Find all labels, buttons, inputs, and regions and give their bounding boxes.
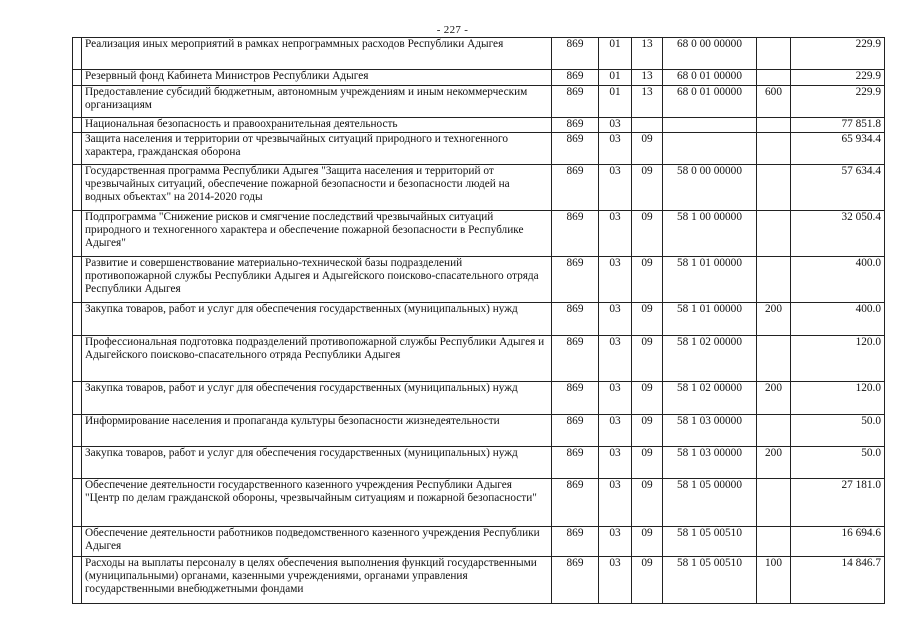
row-name: Реализация иных мероприятий в рамках непрограммных расходов Республики Адыгея — [82, 38, 552, 70]
row-name: Резервный фонд Кабинета Министров Республики Адыгея — [82, 70, 552, 86]
row-subsection — [632, 118, 663, 133]
row-section: 03 — [599, 557, 632, 604]
row-target-article: 58 0 00 00000 — [663, 165, 757, 211]
row-code: 869 — [552, 447, 599, 479]
row-target-article: 58 1 01 00000 — [663, 303, 757, 336]
table-row — [73, 527, 885, 557]
row-name: Обеспечение деятельности государственного казенного учреждения Республики Адыгея "Центр по делам гражданской обороны, чрезвычайным ситуациям и пожарной безопасности" — [82, 479, 552, 527]
row-sum: 229.9 — [791, 70, 885, 86]
row-expense-type — [757, 479, 791, 527]
row-margin-cell — [73, 557, 82, 604]
budget-table-body — [73, 38, 885, 604]
row-name: Закупка товаров, работ и услуг для обеспечения государственных (муниципальных) нужд — [82, 303, 552, 336]
page-number: - 227 - — [436, 24, 469, 36]
table-row — [73, 382, 885, 415]
row-name: Обеспечение деятельности работников подведомственного казенного учреждения Республики Адыгея — [82, 527, 552, 557]
row-expense-type: 600 — [757, 86, 791, 118]
table-row — [73, 336, 885, 382]
row-section: 03 — [599, 165, 632, 211]
table-row — [73, 133, 885, 165]
row-name: Подпрограмма "Снижение рисков и смягчение последствий чрезвычайных ситуаций природного и техногенного характера и обеспечение пожарной безопасности в Республике Адыгея" — [82, 211, 552, 257]
row-target-article: 68 0 01 00000 — [663, 86, 757, 118]
budget-table — [72, 37, 885, 604]
row-margin-cell — [73, 118, 82, 133]
row-expense-type — [757, 70, 791, 86]
row-section: 03 — [599, 336, 632, 382]
row-margin-cell — [73, 382, 82, 415]
row-sum: 32 050.4 — [791, 211, 885, 257]
row-sum: 65 934.4 — [791, 133, 885, 165]
row-code: 869 — [552, 527, 599, 557]
row-margin-cell — [73, 165, 82, 211]
row-name: Информирование населения и пропаганда культуры безопасности жизнедеятельности — [82, 415, 552, 447]
row-expense-type: 100 — [757, 557, 791, 604]
row-target-article — [663, 133, 757, 165]
row-name: Развитие и совершенствование материально-технической базы подразделений противопожарной службы Республики Адыгея и Адыгейского поисково-спасательного отряда Республики Адыгея — [82, 257, 552, 303]
row-target-article: 58 1 02 00000 — [663, 382, 757, 415]
row-margin-cell — [73, 133, 82, 165]
row-subsection: 09 — [632, 165, 663, 211]
row-target-article: 58 1 05 00000 — [663, 479, 757, 527]
row-name: Профессиональная подготовка подразделений противопожарной службы Республики Адыгея и Адыгейского поисково-спасательного отряда Республики Адыгея — [82, 336, 552, 382]
row-code: 869 — [552, 415, 599, 447]
row-section: 03 — [599, 415, 632, 447]
row-target-article: 58 1 02 00000 — [663, 336, 757, 382]
row-code: 869 — [552, 70, 599, 86]
row-subsection: 13 — [632, 86, 663, 118]
row-margin-cell — [73, 447, 82, 479]
row-target-article: 58 1 05 00510 — [663, 557, 757, 604]
row-sum: 400.0 — [791, 303, 885, 336]
row-sum: 120.0 — [791, 382, 885, 415]
row-subsection: 13 — [632, 38, 663, 70]
row-subsection: 09 — [632, 336, 663, 382]
row-margin-cell — [73, 211, 82, 257]
table-row — [73, 118, 885, 133]
table-row — [73, 557, 885, 604]
row-name: Предоставление субсидий бюджетным, автономным учреждениям и иным некоммерческим организациям — [82, 86, 552, 118]
row-sum: 27 181.0 — [791, 479, 885, 527]
row-sum: 50.0 — [791, 447, 885, 479]
row-expense-type — [757, 165, 791, 211]
table-row — [73, 38, 885, 70]
table-row — [73, 211, 885, 257]
row-code: 869 — [552, 336, 599, 382]
row-section: 03 — [599, 303, 632, 336]
row-target-article: 58 1 03 00000 — [663, 415, 757, 447]
row-sum: 400.0 — [791, 257, 885, 303]
row-target-article: 58 1 00 00000 — [663, 211, 757, 257]
row-sum: 57 634.4 — [791, 165, 885, 211]
table-row — [73, 257, 885, 303]
row-subsection: 09 — [632, 479, 663, 527]
row-expense-type — [757, 527, 791, 557]
row-section: 01 — [599, 86, 632, 118]
row-section: 03 — [599, 447, 632, 479]
row-expense-type: 200 — [757, 447, 791, 479]
row-section: 03 — [599, 133, 632, 165]
row-target-article: 68 0 01 00000 — [663, 70, 757, 86]
row-subsection: 09 — [632, 133, 663, 165]
row-expense-type — [757, 133, 791, 165]
table-row — [73, 415, 885, 447]
row-target-article: 58 1 05 00510 — [663, 527, 757, 557]
row-section: 03 — [599, 211, 632, 257]
row-margin-cell — [73, 527, 82, 557]
row-target-article — [663, 118, 757, 133]
row-sum: 229.9 — [791, 86, 885, 118]
row-code: 869 — [552, 382, 599, 415]
row-margin-cell — [73, 70, 82, 86]
row-sum: 14 846.7 — [791, 557, 885, 604]
row-expense-type — [757, 38, 791, 70]
row-margin-cell — [73, 86, 82, 118]
row-expense-type — [757, 211, 791, 257]
row-section: 03 — [599, 382, 632, 415]
row-subsection: 09 — [632, 303, 663, 336]
row-section: 03 — [599, 479, 632, 527]
row-target-article: 58 1 01 00000 — [663, 257, 757, 303]
row-target-article: 68 0 00 00000 — [663, 38, 757, 70]
table-row — [73, 70, 885, 86]
table-row — [73, 86, 885, 118]
row-subsection: 09 — [632, 211, 663, 257]
row-subsection: 13 — [632, 70, 663, 86]
row-margin-cell — [73, 257, 82, 303]
row-name: Государственная программа Республики Адыгея "Защита населения и территорий от чрезвычайных ситуаций, обеспечение пожарной безопасности и безопасности людей на водных объектах" на 2014-2020 годы — [82, 165, 552, 211]
row-subsection: 09 — [632, 382, 663, 415]
row-expense-type: 200 — [757, 382, 791, 415]
row-code: 869 — [552, 165, 599, 211]
row-sum: 50.0 — [791, 415, 885, 447]
row-name: Расходы на выплаты персоналу в целях обеспечения выполнения функций государственными (муниципальными) органами, казенными учреждениями, органами управления государственными внебюджетными фондами — [82, 557, 552, 604]
table-row — [73, 447, 885, 479]
row-section: 03 — [599, 118, 632, 133]
row-code: 869 — [552, 86, 599, 118]
row-margin-cell — [73, 303, 82, 336]
row-subsection: 09 — [632, 527, 663, 557]
row-subsection: 09 — [632, 557, 663, 604]
row-expense-type — [757, 336, 791, 382]
row-code: 869 — [552, 38, 599, 70]
row-expense-type — [757, 118, 791, 133]
row-section: 01 — [599, 38, 632, 70]
row-sum: 229.9 — [791, 38, 885, 70]
row-expense-type — [757, 415, 791, 447]
row-margin-cell — [73, 415, 82, 447]
row-margin-cell — [73, 38, 82, 70]
row-name: Защита населения и территории от чрезвычайных ситуаций природного и техногенного характера, гражданская оборона — [82, 133, 552, 165]
row-subsection: 09 — [632, 447, 663, 479]
row-name: Национальная безопасность и правоохранительная деятельность — [82, 118, 552, 133]
row-sum: 77 851.8 — [791, 118, 885, 133]
row-code: 869 — [552, 303, 599, 336]
row-code: 869 — [552, 211, 599, 257]
row-code: 869 — [552, 479, 599, 527]
row-section: 03 — [599, 257, 632, 303]
row-section: 03 — [599, 527, 632, 557]
row-code: 869 — [552, 257, 599, 303]
row-sum: 120.0 — [791, 336, 885, 382]
row-margin-cell — [73, 479, 82, 527]
row-code: 869 — [552, 118, 599, 133]
row-subsection: 09 — [632, 257, 663, 303]
row-margin-cell — [73, 336, 82, 382]
row-sum: 16 694.6 — [791, 527, 885, 557]
table-row — [73, 165, 885, 211]
table-row — [73, 479, 885, 527]
row-expense-type: 200 — [757, 303, 791, 336]
row-target-article: 58 1 03 00000 — [663, 447, 757, 479]
row-subsection: 09 — [632, 415, 663, 447]
row-section: 01 — [599, 70, 632, 86]
row-expense-type — [757, 257, 791, 303]
row-code: 869 — [552, 133, 599, 165]
row-name: Закупка товаров, работ и услуг для обеспечения государственных (муниципальных) нужд — [82, 382, 552, 415]
table-row — [73, 303, 885, 336]
row-code: 869 — [552, 557, 599, 604]
row-name: Закупка товаров, работ и услуг для обеспечения государственных (муниципальных) нужд — [82, 447, 552, 479]
